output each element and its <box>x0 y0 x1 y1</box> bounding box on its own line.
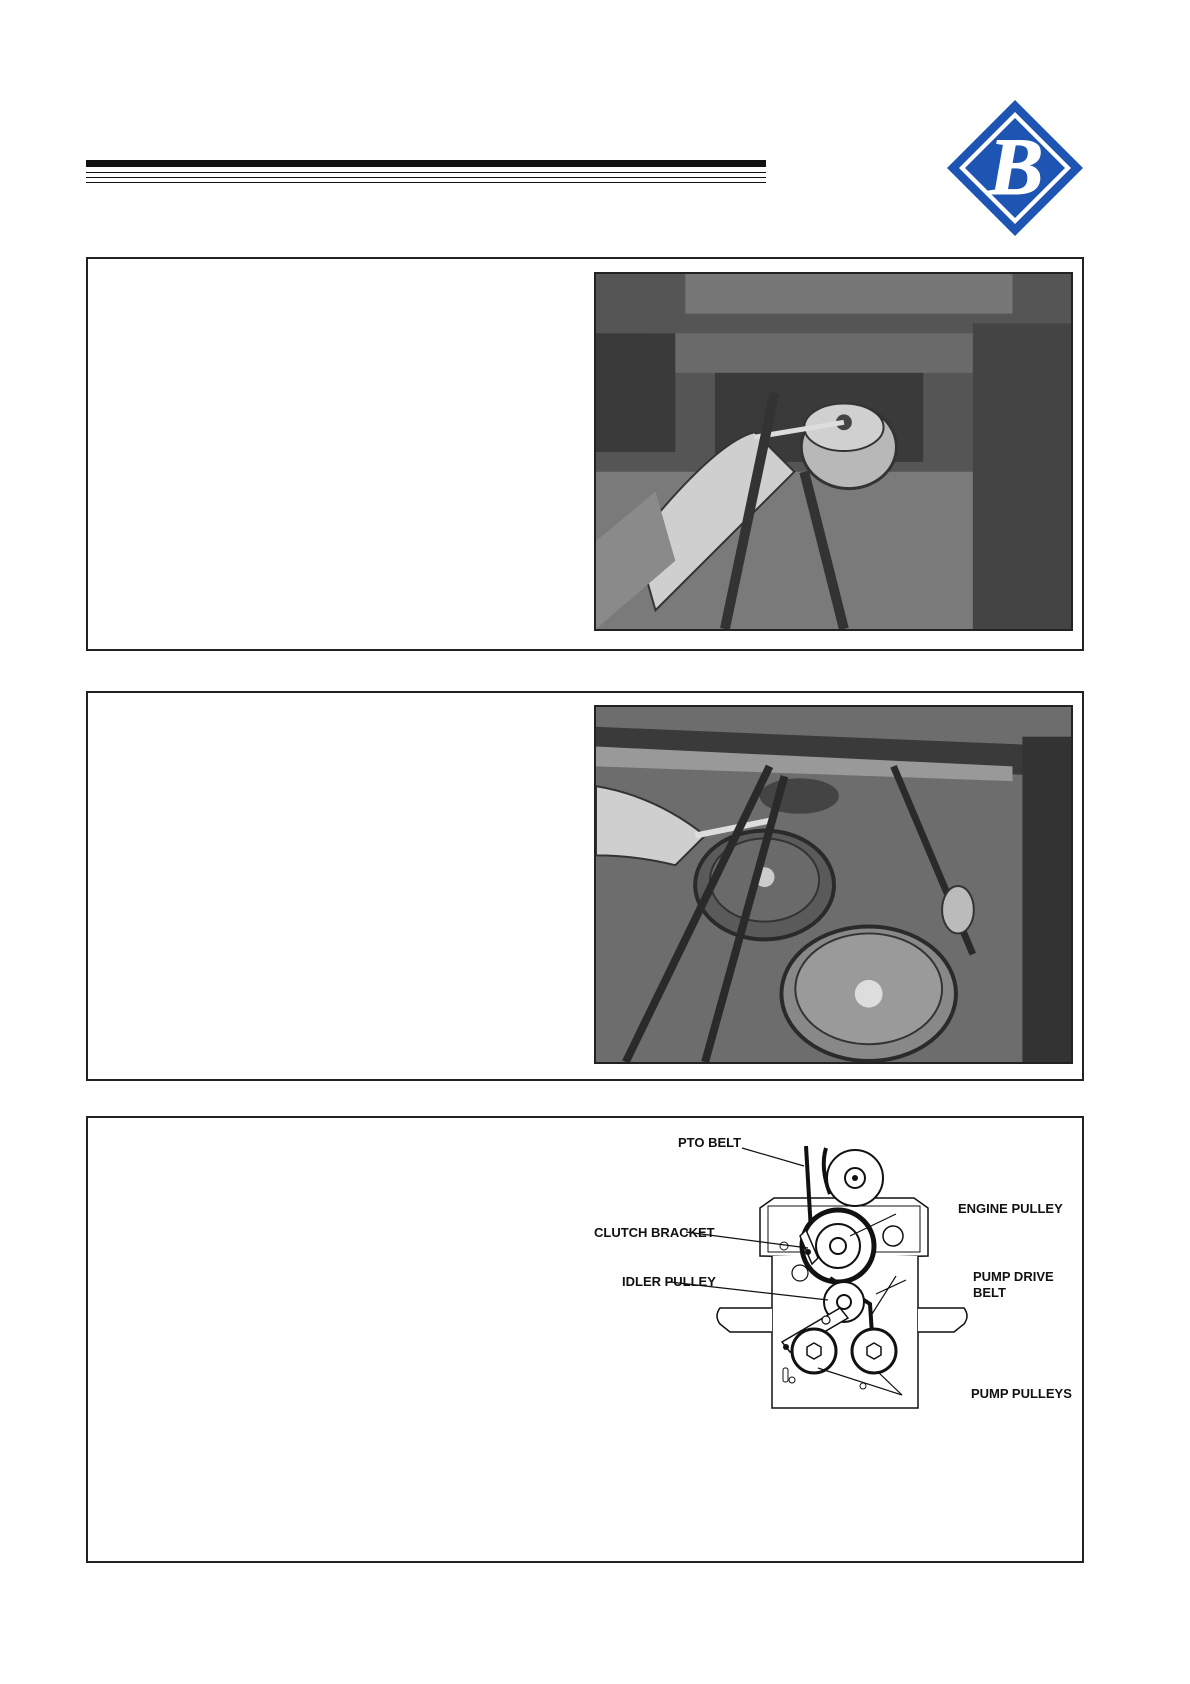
callout-pto-belt: PTO BELT <box>678 1135 742 1150</box>
header-rule-thick <box>86 160 766 167</box>
callout-pump-pulleys: PUMP PULLEYS <box>971 1386 1072 1401</box>
figure-panel-3 <box>86 1116 1084 1563</box>
header-rule-thin-3 <box>86 182 766 183</box>
logo-letter: B <box>988 121 1044 212</box>
header-rule-thin-1 <box>86 172 766 173</box>
callout-idler-pulley: IDLER PULLEY <box>622 1274 716 1289</box>
figure-panel-1 <box>86 257 1084 651</box>
callout-pump-drive-belt: PUMP DRIVE BELT <box>973 1269 1054 1300</box>
brand-logo <box>945 98 1085 238</box>
callout-clutch-bracket: CLUTCH BRACKET <box>594 1225 715 1240</box>
idler-pulley-removal-photo <box>594 272 1073 631</box>
pump-pulley-removal-photo <box>594 705 1073 1064</box>
belt-routing-diagram <box>88 1118 1086 1565</box>
figure-panel-2 <box>86 691 1084 1081</box>
callout-engine-pulley: ENGINE PULLEY <box>958 1201 1063 1216</box>
header-rule-thin-2 <box>86 177 766 178</box>
